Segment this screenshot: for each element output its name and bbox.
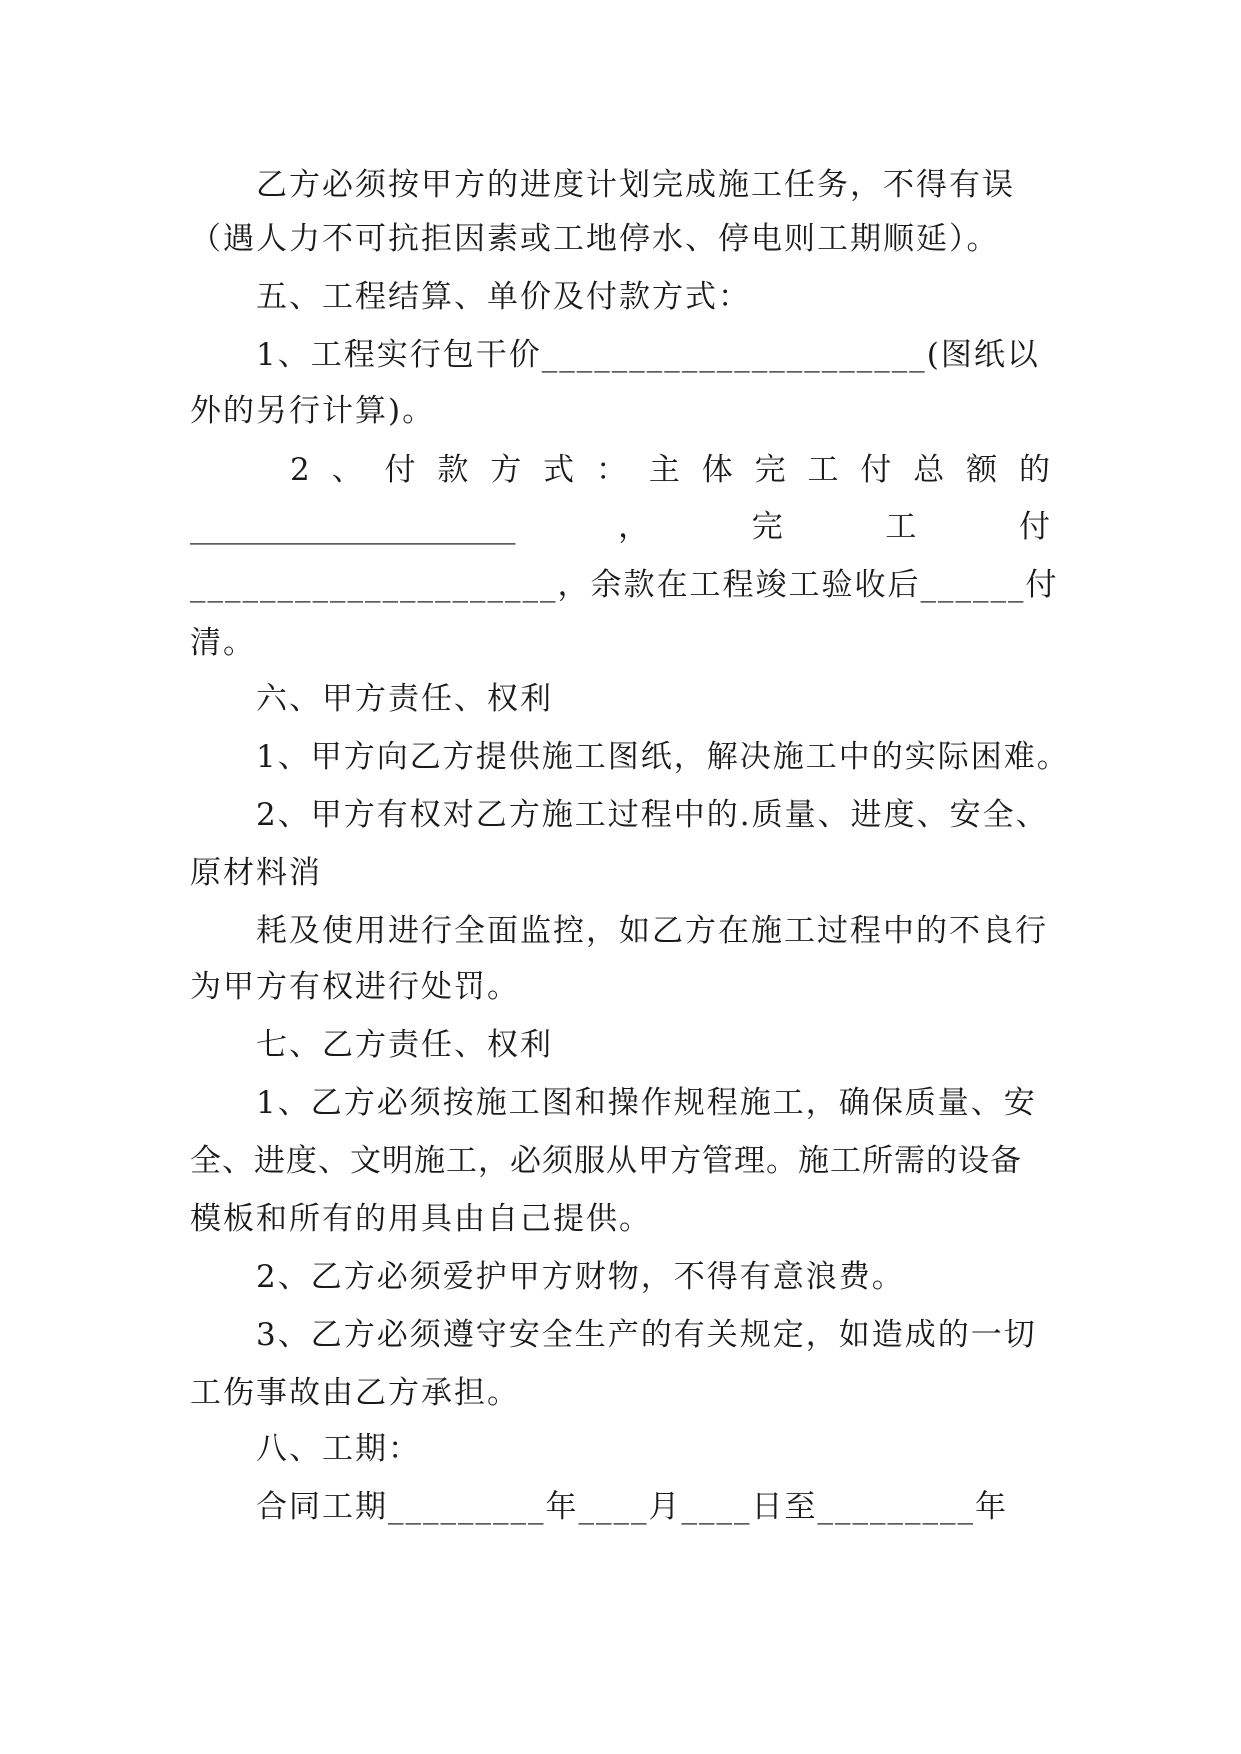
blank-field: _____________________ — [190, 509, 516, 545]
justified-char: 方 — [490, 452, 522, 488]
paragraph-line: 1、乙方必须按施工图和操作规程施工，确保质量、安 — [256, 1085, 1037, 1121]
paragraph-line: 全、进度、文明施工，必须服从甲方管理。施工所需的设备 — [190, 1143, 1022, 1179]
justified-char: 总 — [913, 452, 945, 488]
justified-char: 款 — [437, 452, 469, 488]
justified-char: 完 — [754, 452, 786, 488]
section-heading: 五、工程结算、单价及付款方式： — [256, 279, 751, 315]
paragraph-line: 乙方必须按甲方的进度计划完成施工任务，不得有误 — [256, 167, 1015, 203]
justified-char: 式 — [543, 452, 575, 488]
paragraph-line: 清。 — [190, 625, 256, 661]
justified-char: 工 — [807, 452, 839, 488]
paragraph-line: 工伤事故由乙方承担。 — [190, 1375, 520, 1411]
justified-char: 额 — [966, 452, 998, 488]
justified-char: 体 — [701, 452, 733, 488]
justified-char: 的 — [1018, 452, 1050, 488]
justified-char: ： — [595, 452, 627, 488]
justified-char: 付 — [860, 452, 892, 488]
justified-char: ， — [618, 509, 650, 545]
section-heading: 七、乙方责任、权利 — [256, 1027, 553, 1063]
paragraph-line: 1、工程实行包干价______________________(图纸以 — [256, 337, 1040, 373]
paragraph-line: 为甲方有权进行处罚。 — [190, 969, 520, 1005]
justified-char: 工 — [885, 509, 917, 545]
paragraph-line: 2、甲方有权对乙方施工过程中的.质量、进度、安全、 — [256, 797, 1049, 833]
paragraph-line: 合同工期_________年____月____日至_________年 — [256, 1489, 1008, 1525]
justified-char: 付 — [384, 452, 416, 488]
justified-char: 付 — [1019, 509, 1050, 545]
section-heading: 六、甲方责任、权利 — [256, 681, 553, 717]
justified-char: 、 — [331, 452, 363, 488]
paragraph-line: 耗及使用进行全面监控，如乙方在施工过程中的不良行 — [256, 913, 1048, 949]
justified-char: 主 — [648, 452, 680, 488]
paragraph-line: 外的另行计算)。 — [190, 393, 436, 429]
paragraph-line: _____________________，余款在工程竣工验收后______付 — [190, 567, 1059, 603]
paragraph-line: 模板和所有的用具由自己提供。 — [190, 1201, 652, 1237]
paragraph-line: 1、甲方向乙方提供施工图纸，解决施工中的实际困难。 — [256, 739, 1070, 775]
paragraph-line: 原材料消 — [190, 855, 322, 891]
justified-char: 2 — [290, 452, 310, 488]
paragraph-line: 2、乙方必须爱护甲方财物，不得有意浪费。 — [256, 1259, 905, 1295]
section-heading: 八、工期： — [256, 1431, 421, 1467]
justified-line-payment — [290, 450, 1050, 490]
justified-char: 完 — [751, 509, 783, 545]
paragraph-line: （遇人力不可抗拒因素或工地停水、停电则工期顺延）。 — [190, 221, 1000, 257]
justified-line-blanks — [190, 507, 1050, 547]
paragraph-line: 3、乙方必须遵守安全生产的有关规定，如造成的一切 — [256, 1317, 1037, 1353]
